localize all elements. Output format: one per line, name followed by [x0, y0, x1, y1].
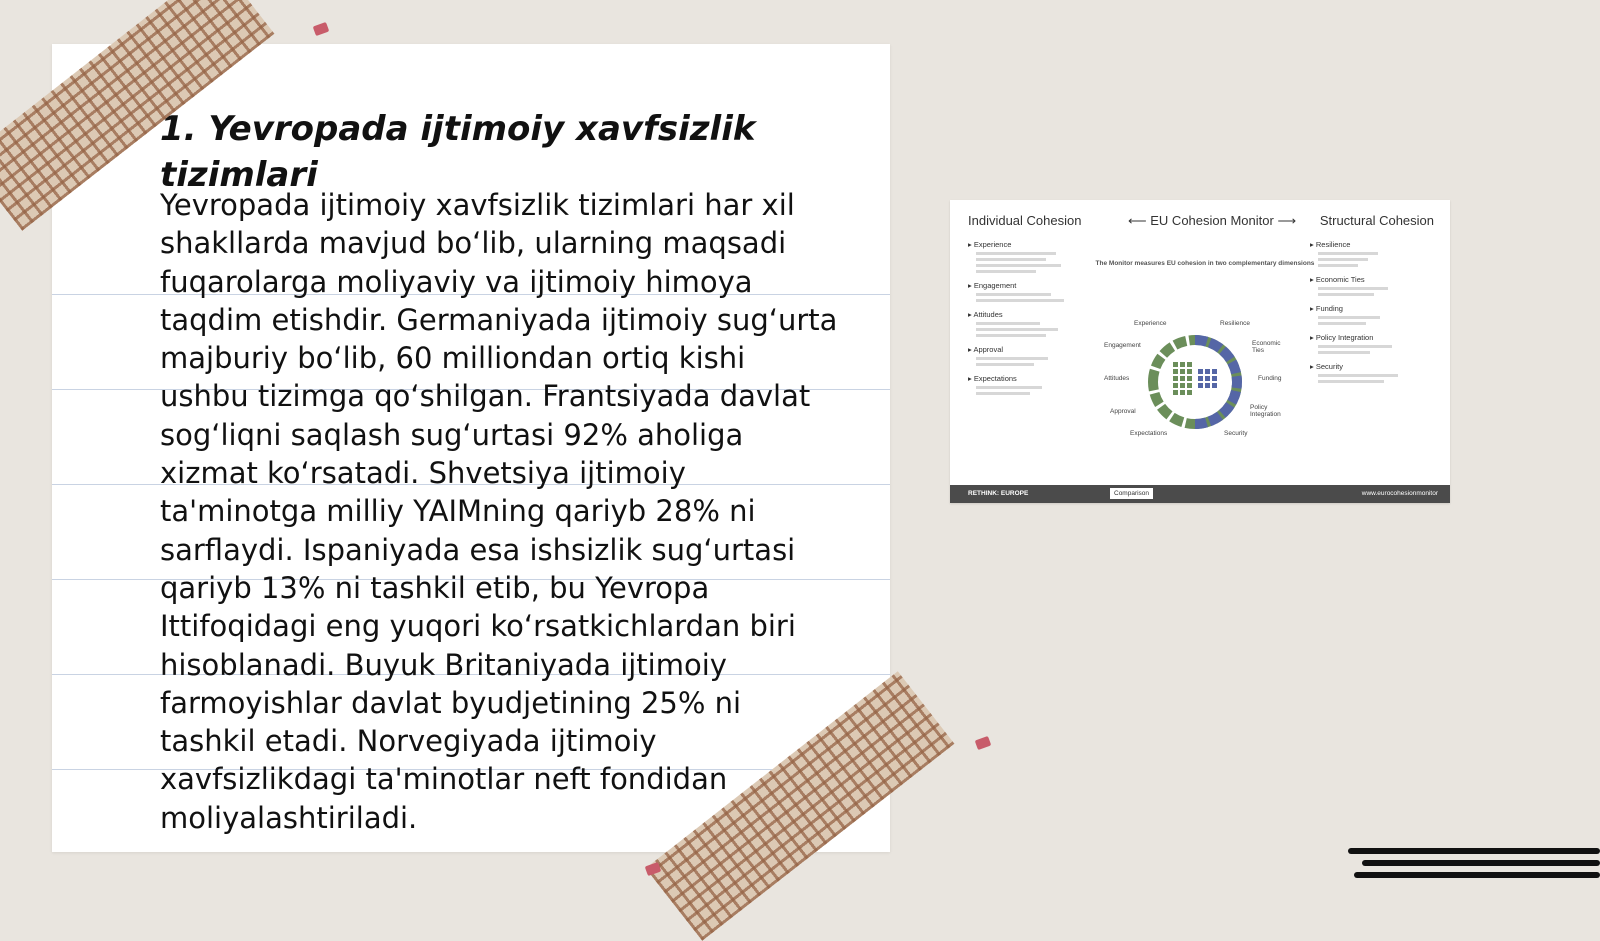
structural-summary-placeholder	[1198, 276, 1293, 278]
wheel-label: Security	[1224, 430, 1248, 437]
infographic-footer	[950, 485, 1450, 503]
wheel-label: Experience	[1134, 320, 1167, 327]
lined-paper-card	[52, 44, 890, 852]
right-category-list	[1310, 240, 1430, 383]
category-item: ▸ Attitudes	[968, 310, 1003, 319]
dot-grid-right	[1198, 369, 1217, 388]
slide-body-text: Yevropada ijtimoiy xavfsizlik tizimlari har xil shakllarda mavjud bo‘lib, ularning maqsadi fuqarolarga moliyaviy va ijtimoiy himoya taqdim etishdir. Germaniyada ijtimoiy sug‘urta majburiy bo‘lib, 60 milliondan ortiq kishi ushbu tizimga qo‘shilgan. Frantsiyada davlat sog‘liqni saqlash sug‘urtasi 92% aholiga xizmat ko‘rsatadi. Shvetsiya ijtimoiy ta'minotga milliy YAIMning qariyb 28% ni sarflaydi. Ispaniyada esa ishsizlik sug‘urtasi qariyb 13% ni tashkil etib, bu Yevropa Ittifoqidagi eng yuqori ko‘rsatkichlardan biri hisoblanadi. Buyuk Britaniyada ijtimoiy farmoyishlar davlat byudjetining 25% ni tashkil etadi. Norvegiyada ijtimoiy xavfsizlikdagi ta'minotlar neft fondidan moliyalashtiriladi.	[160, 188, 838, 835]
wheel-label: Approval	[1110, 408, 1136, 415]
category-item: ▸ Security	[1310, 362, 1343, 371]
structural-cohesion-header: Structural Cohesion	[1319, 213, 1434, 228]
category-item: ▸ Expectations	[968, 374, 1017, 383]
slide-title: 1. Yevropada ijtimoiy xavfsizlik tizimlari	[160, 109, 756, 195]
cohesion-wheel-diagram	[1145, 332, 1245, 432]
left-category-list	[968, 240, 1078, 395]
footer-brand: RETHINK: EUROPE	[968, 490, 1029, 497]
structural-ring-segment	[1195, 340, 1237, 424]
wheel-label: Policy Integration	[1250, 404, 1281, 418]
wheel-label: Attitudes	[1104, 375, 1130, 382]
category-item: ▸ Experience	[968, 240, 1012, 249]
category-item: ▸ Engagement	[968, 281, 1017, 290]
individual-summary-placeholder	[1100, 276, 1195, 278]
arrow-left-icon: ⟵	[1128, 213, 1147, 228]
category-item: ▸ Policy Integration	[1310, 333, 1374, 342]
category-item: ▸ Approval	[968, 345, 1004, 354]
dot-grid-left	[1173, 362, 1192, 395]
category-item: ▸ Resilience	[1310, 240, 1351, 249]
wheel-label: Engagement	[1104, 342, 1141, 349]
wheel-label: Funding	[1258, 375, 1282, 382]
tape-end-tag	[975, 736, 992, 750]
eu-cohesion-monitor-image	[950, 200, 1450, 503]
category-item: ▸ Economic Ties	[1310, 275, 1365, 284]
category-item: ▸ Funding	[1310, 304, 1343, 313]
footer-url: www.eurocohesionmonitor	[1361, 490, 1438, 497]
wheel-label: Economic Ties	[1252, 340, 1281, 354]
eu-cohesion-monitor-header: ⟵ EU Cohesion Monitor ⟶	[1128, 213, 1297, 228]
wheel-label: Resilience	[1220, 320, 1250, 327]
wheel-label: Expectations	[1130, 430, 1168, 437]
decorative-brush-strokes	[1348, 848, 1600, 884]
monitor-lead-text: The Monitor measures EU cohesion in two complementary dimensions	[1095, 260, 1315, 267]
individual-cohesion-header: Individual Cohesion	[968, 213, 1082, 228]
tape-end-tag	[313, 22, 330, 36]
arrow-right-icon: ⟶	[1277, 213, 1297, 228]
footer-tab-comparison: Comparison	[1110, 488, 1153, 499]
